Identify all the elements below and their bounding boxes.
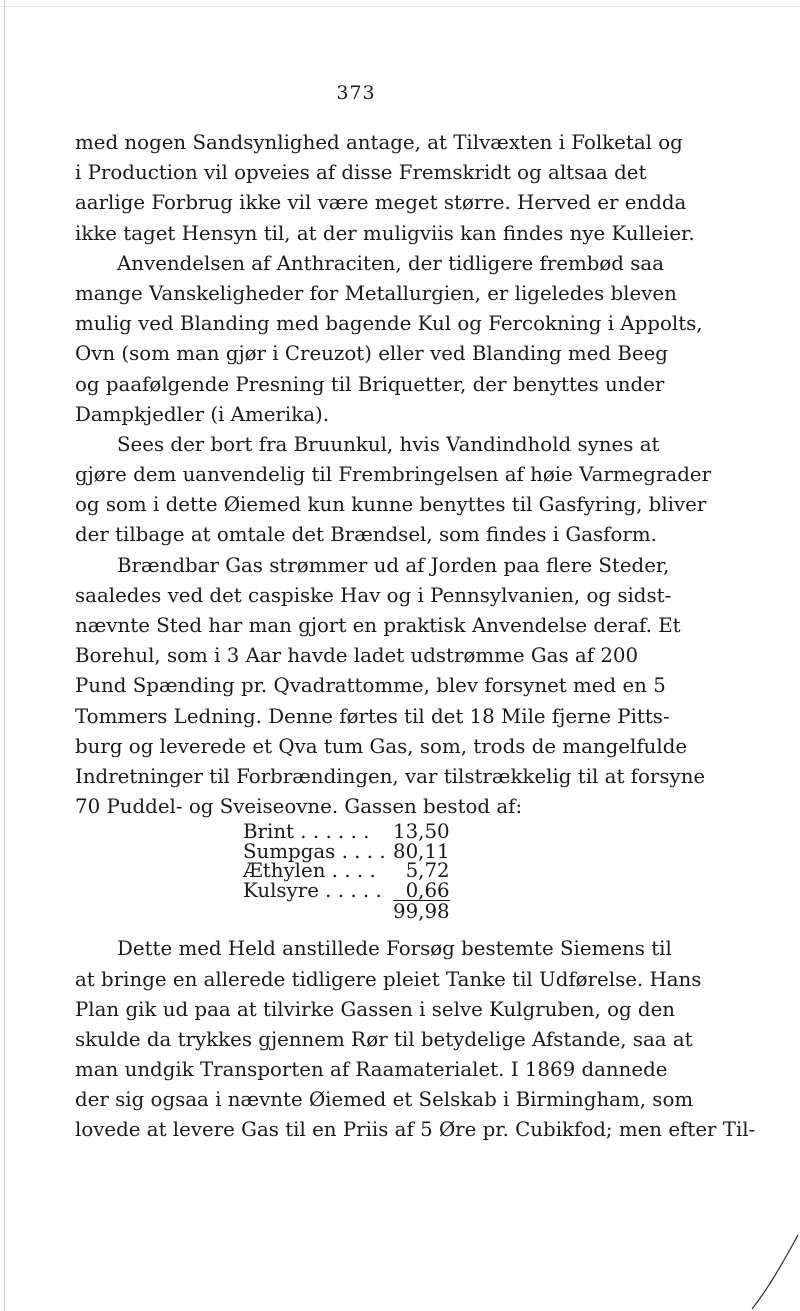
paragraph-4: [75, 551, 706, 823]
gas-name: Kulsyre . . . . .: [243, 878, 382, 902]
text-line: burg og leverede et Qva tum Gas, som, trods de mangelfulde: [75, 734, 688, 758]
text-line: Tommers Ledning. Denne førtes til det 18 Mile fjerne Pitts-: [75, 704, 670, 728]
text-line: lovede at levere Gas til en Priis af 5 Øre pr. Cubikfod; men efter Til-: [75, 1118, 756, 1142]
paragraph-1: [75, 128, 695, 249]
body-text: [75, 128, 756, 1146]
text-line: skulde da trykkes gjennem Rør til betydelige Afstande, saa at: [75, 1027, 693, 1051]
page-scratch-mark: [750, 1231, 800, 1311]
text-line: og som i dette Øiemed kun kunne benyttes til Gasfyring, bliver: [75, 493, 707, 517]
paragraph-5: [75, 934, 756, 1145]
gas-value: 0,66: [393, 881, 450, 901]
text-line: ikke taget Hensyn til, at der muligviis kan findes nye Kulleier.: [75, 221, 695, 245]
table-row: [243, 861, 450, 880]
gas-name: Sumpgas . . . .: [243, 839, 386, 863]
text-line: gjøre dem uanvendelig til Frembringelsen af høie Varmegrader: [75, 463, 712, 487]
page-edge-top: [0, 6, 800, 7]
text-line: der sig ogsaa i nævnte Øiemed et Selskab i Birmingham, som: [75, 1088, 694, 1112]
text-line: 70 Puddel- og Sveiseovne. Gassen bestod af:: [75, 795, 523, 819]
text-line: Anvendelsen af Anthraciten, der tidligere frembød saa: [117, 251, 664, 275]
text-line: mange Vanskeligheder for Metallurgien, er ligeledes bleven: [75, 281, 677, 305]
text-line: og paafølgende Presning til Briquetter, der benyttes under: [75, 372, 665, 396]
text-line: man undgik Transporten af Raamaterialet. I 1869 dannede: [75, 1058, 668, 1082]
text-line: Dette med Held anstillede Forsøg bestemte Siemens til: [117, 937, 672, 961]
text-line: med nogen Sandsynlighed antage, at Tilvæxten i Folketal og: [75, 131, 683, 154]
gas-value: 80,11: [393, 839, 450, 863]
text-line: Borehul, som i 3 Aar havde ladet udstrømme Gas af 200: [75, 644, 639, 668]
table-row: [243, 822, 450, 841]
text-line: nævnte Sted har man gjort en praktisk Anvendelse deraf. Et: [75, 614, 681, 637]
gas-name: Æthylen . . . .: [243, 859, 376, 883]
table-total-row: [243, 900, 450, 921]
paragraph-2: [75, 249, 703, 430]
paragraph-3: [75, 430, 712, 551]
text-line: at bringe en allerede tidligere pleiet Tanke til Udførelse. Hans: [75, 967, 702, 991]
gas-composition: [75, 822, 637, 934]
gas-name: Brint . . . . . .: [243, 820, 370, 844]
gas-value: 13,50: [393, 820, 450, 844]
gas-composition-table: [243, 822, 450, 921]
gas-value: 5,72: [405, 859, 450, 883]
text-line: saaledes ved det caspiske Hav og i Pennsylvanien, og sidst-: [75, 583, 672, 607]
text-line: mulig ved Blanding med bagende Kul og Fercokning i Appolts,: [75, 312, 703, 336]
text-line: der tilbage at omtale det Brændsel, som findes i Gasform.: [75, 523, 657, 547]
text-line: Dampkjedler (i Amerika).: [75, 402, 329, 426]
text-line: Ovn (som man gjør i Creuzot) eller ved Blanding med Beeg: [75, 342, 668, 366]
text-line: Plan gik ud paa at tilvirke Gassen i selve Kulgruben, og den: [75, 997, 676, 1021]
text-line: i Production vil opveies af disse Fremskridt og altsaa det: [75, 161, 647, 185]
text-line: Pund Spænding pr. Qvadrattomme, blev forsynet med en 5: [75, 674, 666, 698]
gas-total: 99,98: [393, 899, 450, 923]
text-line: Brændbar Gas strømmer ud af Jorden paa flere Steder,: [117, 553, 670, 577]
page-number: 373: [336, 82, 376, 104]
text-line: aarlige Forbrug ikke vil være meget større. Herved er endda: [75, 191, 687, 215]
table-row: [243, 881, 450, 901]
page-edge: [4, 0, 5, 1311]
text-line: Sees der bort fra Bruunkul, hvis Vandindhold synes at: [117, 432, 660, 456]
text-line: Indretninger til Forbrændingen, var tilstrækkelig til at forsyne: [75, 764, 706, 788]
